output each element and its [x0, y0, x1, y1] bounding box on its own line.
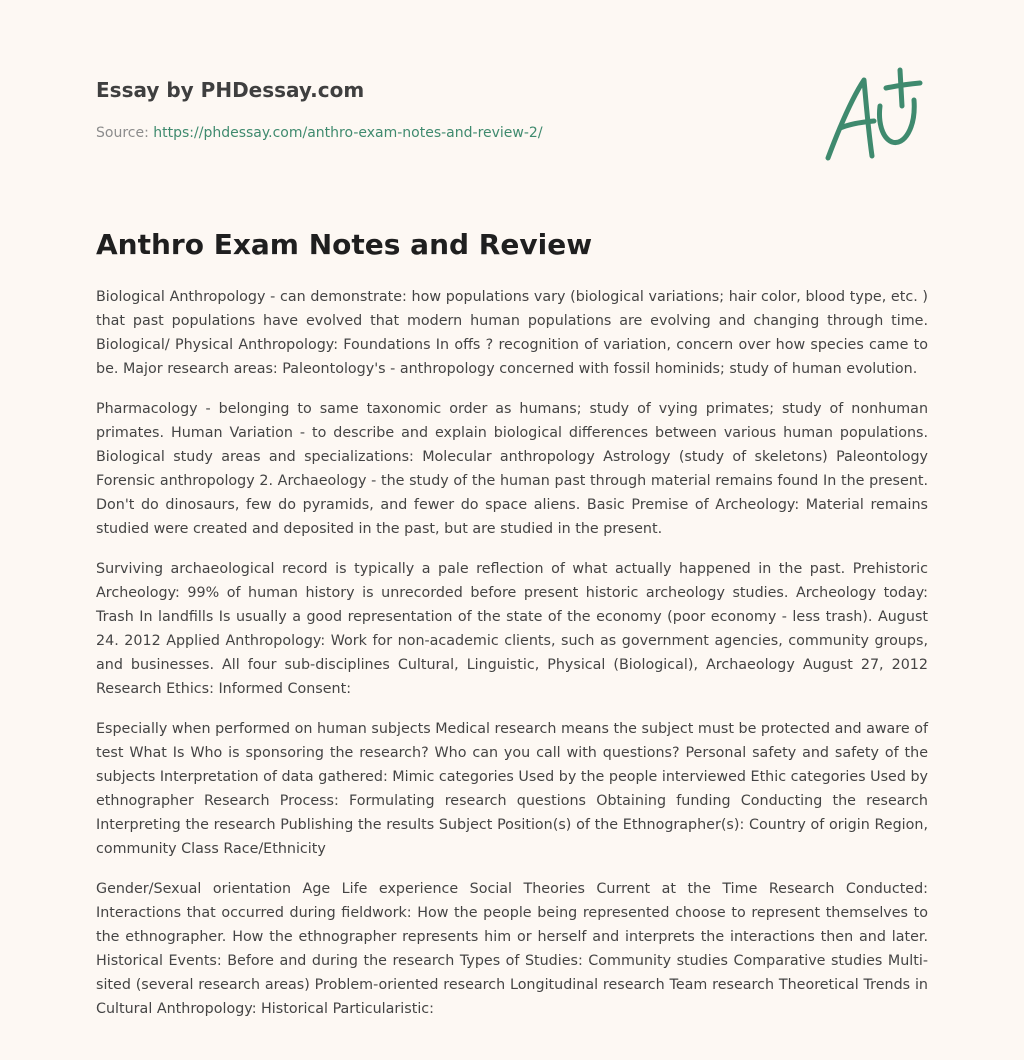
source-link[interactable]: https://phdessay.com/anthro-exam-notes-and-review-2/: [153, 125, 543, 141]
paragraph: Biological Anthropology - can demonstrate: how populations vary (biological variations; hair color, blood type, etc. ) that past populations have evolved that modern human populations are evolving and changing through time. Biological/ Physical Anthropology: Foundations In offs ? recognition of variation, concern over how species came to be. Major research areas: Paleontology's - anthropology concerned with fossil hominids; study of human evolution.: [96, 289, 928, 377]
paragraph: Pharmacology - belonging to same taxonomic order as humans; study of vying primates; study of nonhuman primates. Human Variation - to describe and explain biological differences between various human populations. Biological study areas and specializations: Molecular anthropology Astrology (study of skeletons) Paleontology Forensic anthropology 2. Archaeology - the study of the human past through material remains found In the present. Don't do dinosaurs, few do pyramids, and fewer do space aliens. Basic Premise of Archeology: Material remains studied were created and deposited in the past, but are studied in the present.: [96, 401, 928, 537]
source-line: [96, 123, 796, 143]
a-plus-logo-icon: [818, 66, 928, 166]
brand-title: Essay by PHDessay.com: [96, 78, 365, 102]
paragraph: Gender/Sexual orientation Age Life experience Social Theories Current at the Time Research Conducted: Interactions that occurred during fieldwork: How the people being represented choose to represent themselves to the ethnographer. How the ethnographer represents him or herself and interprets the interactions then and later. Historical Events: Before and during the research Types of Studies: Community studies Comparative studies Multi-sited (several research areas) Problem-oriented research Longitudinal research Team research Theoretical Trends in Cultural Anthropology: Historical Particularistic:: [96, 881, 928, 1017]
essay-header: [96, 76, 796, 143]
source-label: Source:: [96, 125, 149, 141]
paragraph: Surviving archaeological record is typically a pale reflection of what actually happened in the past. Prehistoric Archeology: 99% of human history is unrecorded before present historic archeology studies. Archeology today: Trash In landfills Is usually a good representation of the state of the economy (poor economy - less trash). August 24. 2012 Applied Anthropology: Work for non-academic clients, such as government agencies, community groups, and businesses. All four sub-disciplines Cultural, Linguistic, Physical (Biological), Archaeology August 27, 2012 Research Ethics: Informed Consent:: [96, 561, 928, 697]
paragraph: Especially when performed on human subjects Medical research means the subject must be protected and aware of test What Is Who is sponsoring the research? Who can you call with questions? Personal safety and safety of the subjects Interpretation of data gathered: Mimic categories Used by the people interviewed Ethic categories Used by ethnographer Research Process: Formulating research questions Obtaining funding Conducting the research Interpreting the research Publishing the results Subject Position(s) of the Ethnographer(s): Country of origin Region, community Class Race/Ethnicity: [96, 721, 928, 857]
a-plus-logo-svg: [818, 66, 928, 166]
essay-title: Anthro Exam Notes and Review: [96, 228, 593, 261]
essay-body: [96, 285, 928, 1037]
